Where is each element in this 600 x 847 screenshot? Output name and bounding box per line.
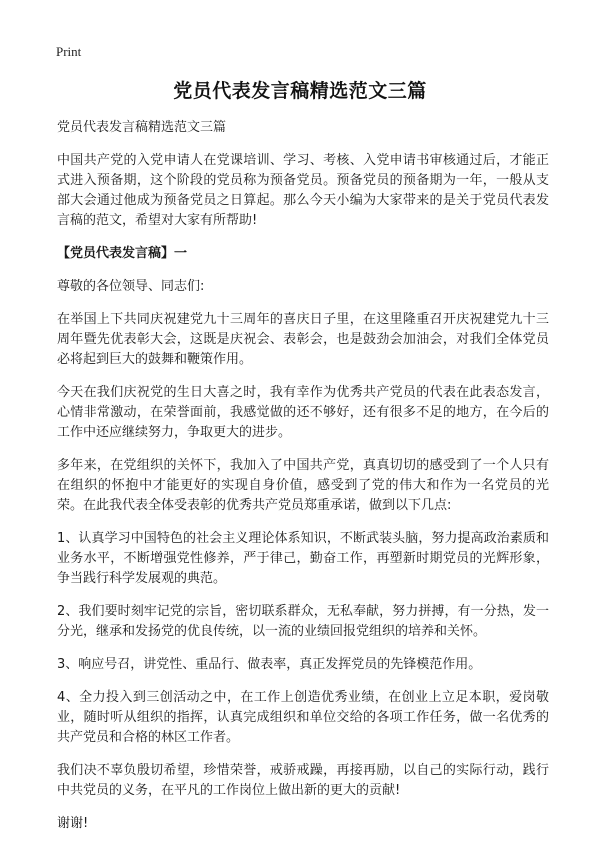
body-paragraph: 2、我们要时刻牢记党的宗旨，密切联系群众，无私奉献，努力拼搏，有一分热，发一分光，继承和发扬党的优良传统，以一流的业绩回报党组织的培养和关怀。 xyxy=(57,604,549,639)
body-paragraph: 4、全力投入到三创活动之中，在工作上创造优秀业绩，在创业上立足本职，爱岗敬业，随时听从组织的指挥，认真完成组织和单位交给的各项工作任务，做一名优秀的共产党员和合格的林区工作者。 xyxy=(57,690,549,745)
intro-paragraph: 中国共产党的入党申请人在党课培训、学习、考核、入党申请书审核通过后，才能正式进入预备期，这个阶段的党员称为预备党员。预备党员的预备期为一年，一般从支部大会通过他成为预备党员之日算起。那么今天小编为大家带来的是关于党员代表发言稿的范文，希望对大家有所帮助! xyxy=(57,153,549,228)
closing-text: 谢谢! xyxy=(57,816,89,831)
body-paragraph: 3、响应号召，讲党性、重品行、做表率，真正发挥党员的先锋模范作用。 xyxy=(57,657,482,672)
body-paragraph: 多年来，在党组织的关怀下，我加入了中国共产党，真真切切的感受到了一个人只有在组织的怀抱中才能更好的实现自身价值，感受到了党的伟大和作为一名党员的光荣。在此我代表全体受表彰的优秀共产党员郑重承诺，做到以下几点: xyxy=(57,458,549,513)
article-body xyxy=(57,118,549,847)
section-heading: 【党员代表发言稿】一 xyxy=(57,246,188,261)
page-title: 党员代表发言稿精选范文三篇 xyxy=(173,80,427,102)
body-paragraph: 1、认真学习中国特色的社会主义理论体系知识，不断武装头脑，努力提高政治素质和业务水平，不断增强党性修养，严于律己，勤奋工作，再塑新时期党员的光辉形象，争当践行科学发展观的典范。 xyxy=(57,531,549,586)
body-paragraph: 我们决不辜负殷切希望，珍惜荣誉，戒骄戒躁，再接再励，以自己的实际行动，践行中共党员的义务，在平凡的工作岗位上做出新的更大的贡献! xyxy=(57,763,549,798)
body-paragraph: 在举国上下共同庆祝建党九十三周年的喜庆日子里，在这里隆重召开庆祝建党九十三周年暨先优表彰大会，这既是庆祝会、表彰会，也是鼓劲会加油会，对我们全体党员必将起到巨大的鼓舞和鞭策作用。 xyxy=(57,312,549,367)
body-paragraph: 今天在我们庆祝党的生日大喜之时，我有幸作为优秀共产党员的代表在此表态发言，心情非常激动，在荣誉面前，我感觉做的还不够好，还有很多不足的地方，在今后的工作中还应继续努力，争取更大的进步。 xyxy=(57,385,549,440)
print-link[interactable]: Print xyxy=(56,44,82,59)
salutation: 尊敬的各位领导、同志们: xyxy=(57,279,205,294)
article-subtitle: 党员代表发言稿精选范文三篇 xyxy=(57,120,227,135)
